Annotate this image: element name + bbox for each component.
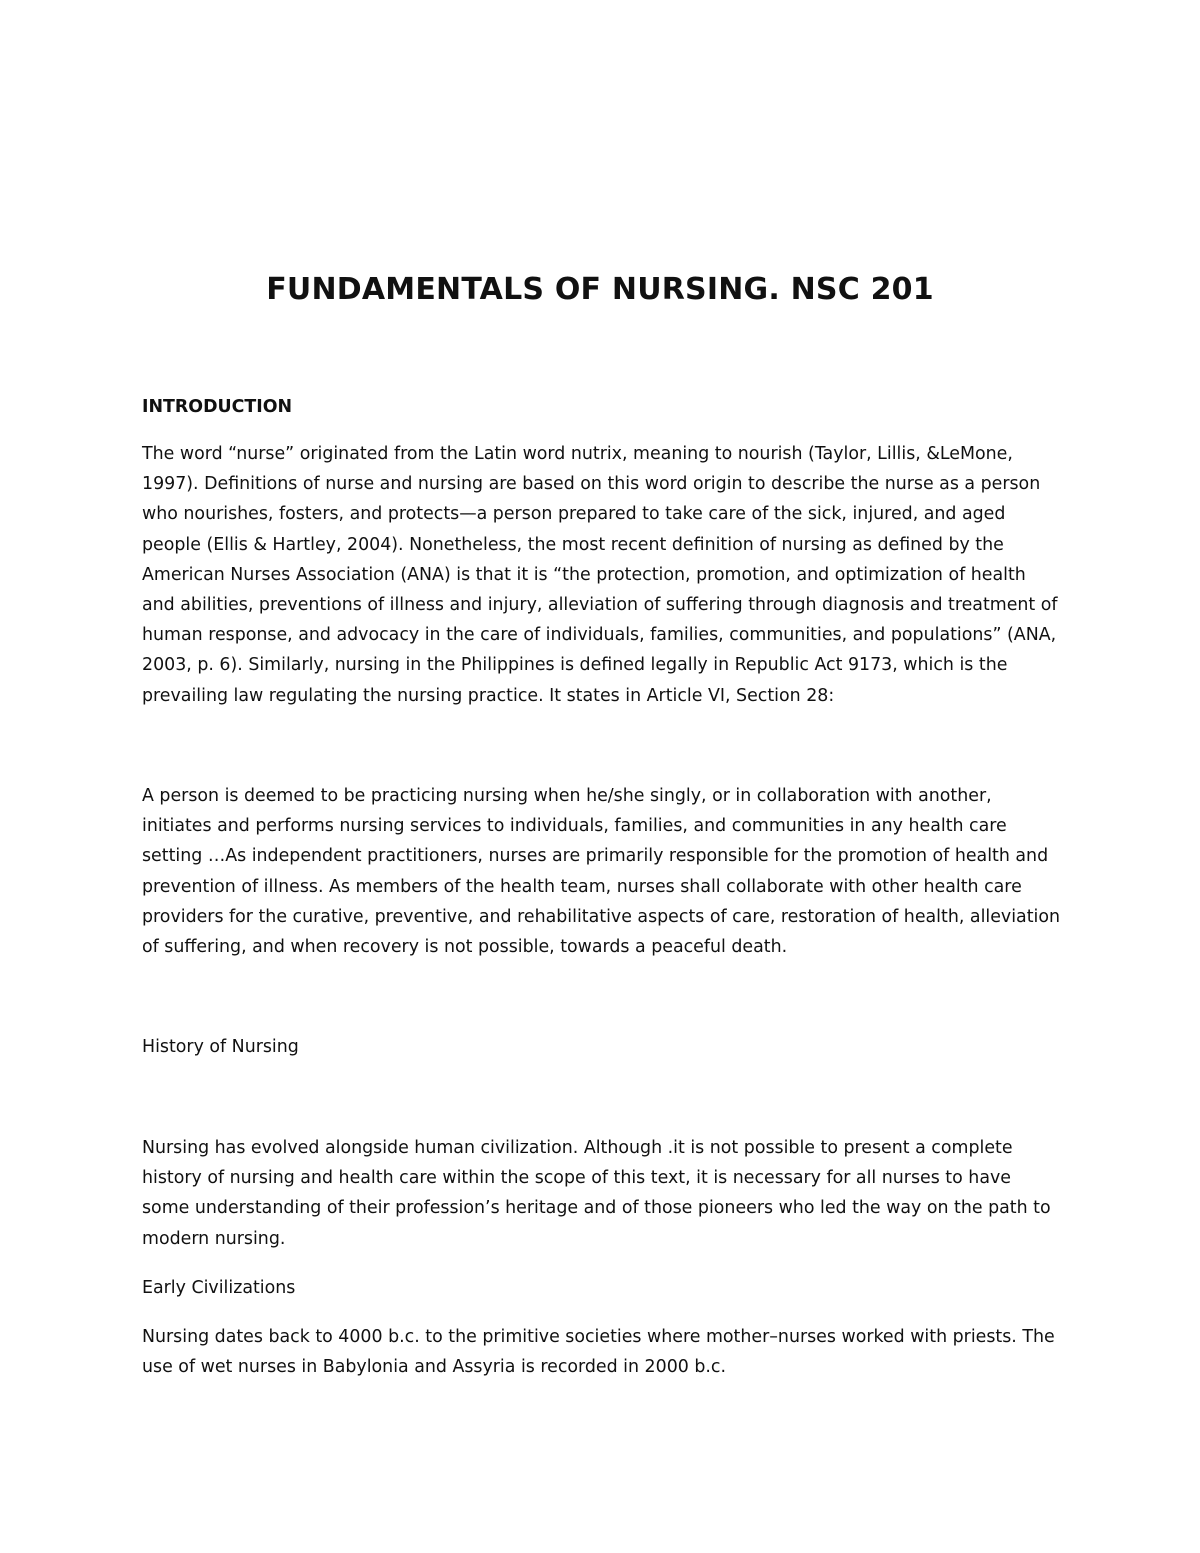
nursing-definition-quote: A person is deemed to be practicing nursing when he/she singly, or in collaboration with another, initiates and performs nursing services to individuals, families, and communities in any health care setting …As independent practitioners, nurses are primarily responsible for the promotion of health and prevention of illness. As members of the health team, nurses shall collaborate with other health care providers for the curative, preventive, and rehabilitative aspects of care, restoration of health, alleviation of suffering, and when recovery is not possible, towards a peaceful death.	[142, 786, 1061, 958]
introduction-paragraph: The word “nurse” originated from the Latin word nutrix, meaning to nourish (Taylor, Lillis, &LeMone, 1997). Definitions of nurse and nursing are based on this word origin to describe the nurse as a person who nourishes, fosters, and protects—a person prepared to take care of the sick, injured, and aged people (Ellis & Hartley, 2004). Nonetheless, the most recent definition of nursing as defined by the American Nurses Association (ANA) is that it is “the protection, promotion, and optimization of health and abilities, preventions of illness and injury, alleviation of suffering through diagnosis and treatment of human response, and advocacy in the care of individuals, families, communities, and populations” (ANA, 2003, p. 6). Similarly, nursing in the Philippines is defined legally in Republic Act 9173, which is the prevailing law regulating the nursing practice. It states in Article VI, Section 28:	[142, 444, 1058, 706]
early-civilizations-heading: Early Civilizations	[142, 1278, 296, 1298]
introduction-heading: INTRODUCTION	[142, 397, 293, 417]
history-paragraph: Nursing has evolved alongside human civilization. Although .it is not possible to present a complete history of nursing and health care within the scope of this text, it is necessary for all nurses to have some understanding of their profession’s heritage and of those pioneers who led the way on the path to modern nursing.	[142, 1138, 1051, 1249]
early-civilizations-paragraph: Nursing dates back to 4000 b.c. to the primitive societies where mother–nurses worked with priests. The use of wet nurses in Babylonia and Assyria is recorded in 2000 b.c.	[142, 1327, 1055, 1378]
history-heading: History of Nursing	[142, 1037, 299, 1057]
document-title: FUNDAMENTALS OF NURSING. NSC 201	[266, 272, 934, 307]
